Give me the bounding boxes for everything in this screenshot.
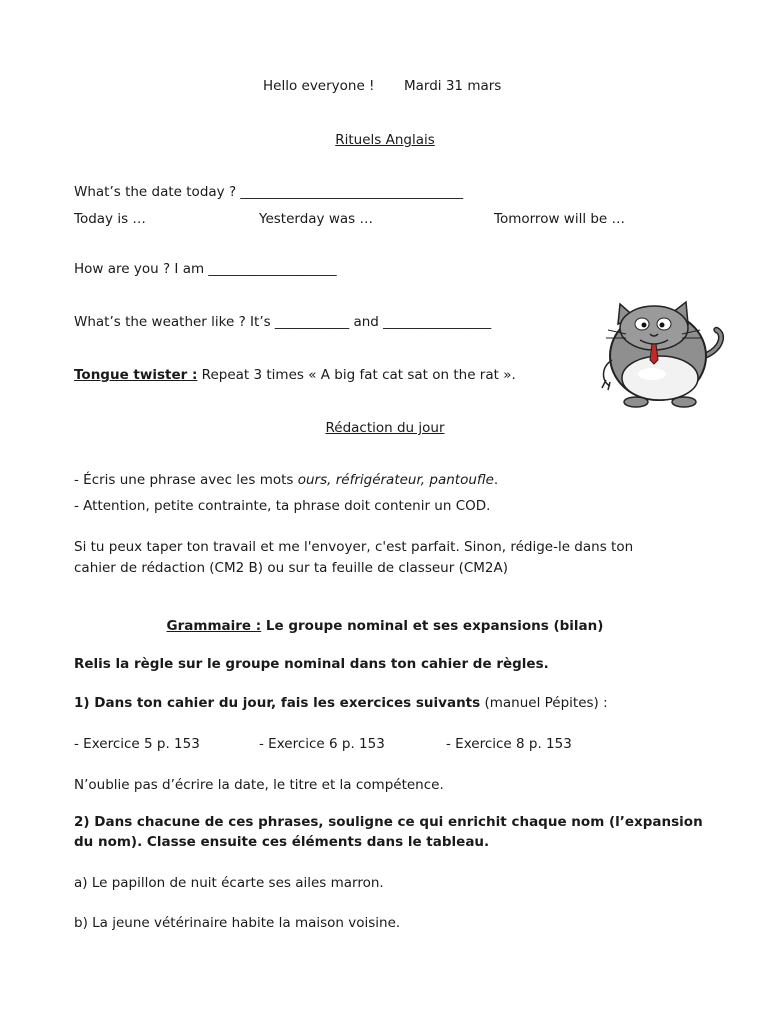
redaction-para-line-2: cahier de rédaction (CM2 B) ou sur ta feuille de classeur (CM2A) bbox=[74, 560, 509, 576]
sentence-a: a) Le papillon de nuit écarte ses ailes marron. bbox=[74, 875, 384, 891]
grammaire-title: Le groupe nominal et ses expansions (bilan) bbox=[261, 618, 604, 634]
yesterday-prompt: Yesterday was … bbox=[259, 211, 373, 227]
how-are-you: How are you ? I am ___________________ bbox=[74, 261, 337, 277]
item-1-rest: (manuel Pépites) : bbox=[480, 695, 608, 711]
item-1 bbox=[74, 695, 608, 711]
exercise-8: - Exercice 8 p. 153 bbox=[446, 736, 572, 752]
item-2-line-1: 2) Dans chacune de ces phrases, souligne ce qui enrichit chaque nom (l’expansion bbox=[74, 814, 703, 830]
weather-question: What’s the weather like ? It’s ___________ and ________________ bbox=[74, 314, 492, 330]
redaction-instruction-1 bbox=[74, 472, 498, 488]
grammaire-label: Grammaire : bbox=[166, 618, 262, 634]
redaction-instruction-2: - Attention, petite contrainte, ta phrase doit contenir un COD. bbox=[74, 498, 491, 514]
tongue-twister-label: Tongue twister : bbox=[74, 367, 198, 383]
rituels-title: Rituels Anglais bbox=[335, 132, 435, 148]
redaction-para-line-1: Si tu peux taper ton travail et me l'envoyer, c'est parfait. Sinon, rédige-le dans ton bbox=[74, 539, 634, 555]
tongue-twister-text: Repeat 3 times « A big fat cat sat on the rat ». bbox=[197, 367, 516, 383]
instruction-1-end: . bbox=[493, 472, 499, 488]
exercise-5: - Exercice 5 p. 153 bbox=[74, 736, 200, 752]
greeting: Hello everyone ! bbox=[263, 78, 375, 94]
instruction-1-start: - Écris une phrase avec les mots bbox=[74, 472, 298, 488]
item-2-line-2: du nom). Classe ensuite ces éléments dans le tableau. bbox=[74, 834, 490, 850]
item-1-bold: 1) Dans ton cahier du jour, fais les exercices suivants bbox=[74, 695, 481, 711]
exercise-6: - Exercice 6 p. 153 bbox=[259, 736, 385, 752]
tongue-twister bbox=[74, 367, 516, 383]
grammaire-heading bbox=[0, 618, 770, 634]
sentence-b: b) La jeune vétérinaire habite la maison voisine. bbox=[74, 915, 401, 931]
date-heading: Mardi 31 mars bbox=[404, 78, 502, 94]
fat-cat-illustration bbox=[596, 298, 730, 410]
redaction-title: Rédaction du jour bbox=[325, 420, 445, 436]
instruction-1-words: ours, réfrigérateur, pantoufle bbox=[297, 472, 494, 488]
date-question: What’s the date today ? _________________________________ bbox=[74, 184, 464, 200]
today-prompt: Today is … bbox=[74, 211, 146, 227]
tomorrow-prompt: Tomorrow will be … bbox=[494, 211, 626, 227]
relis-instruction: Relis la règle sur le groupe nominal dans ton cahier de règles. bbox=[74, 656, 549, 672]
reminder: N’oublie pas d’écrire la date, le titre et la compétence. bbox=[74, 777, 444, 793]
